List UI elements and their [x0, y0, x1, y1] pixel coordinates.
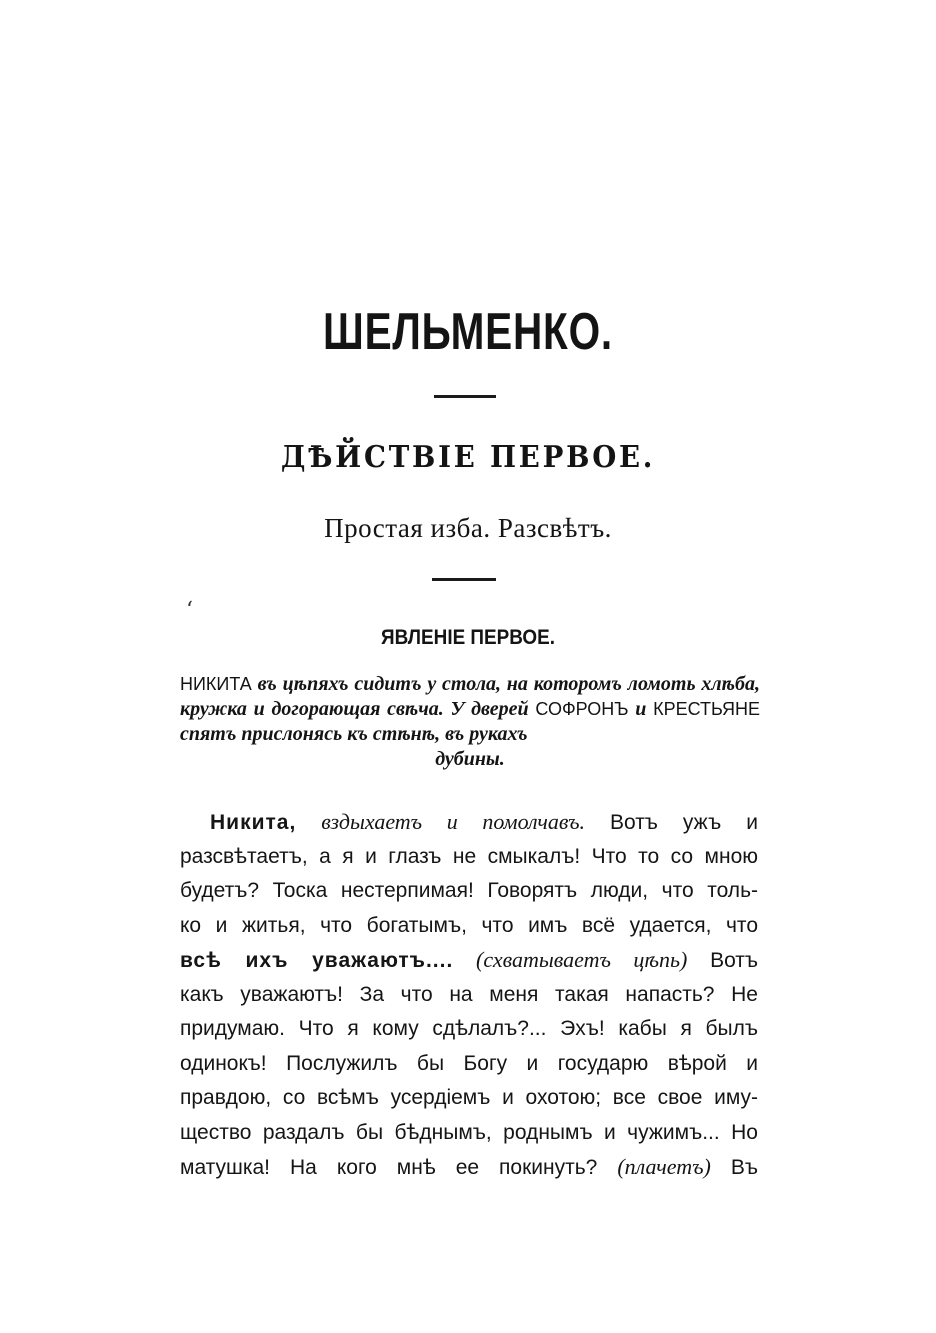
setting-divider: [432, 578, 496, 581]
stage-remark: (схватываетъ цѣпь): [476, 947, 688, 972]
text-line: ко и житья, что богатымъ, что имъ всё удается, что: [180, 913, 758, 937]
stage-direction: [180, 672, 760, 772]
character-name: СОФРОНЪ: [535, 699, 629, 719]
character-name: КРЕСТЬЯНЕ: [653, 699, 761, 719]
speech-text: Вотъ ужъ и: [609, 811, 758, 834]
speech-text: всѣ ихъ уважаютъ....: [180, 949, 454, 972]
dialogue-block: [180, 805, 758, 1185]
page-title: ШЕЛЬМЕНКО.: [323, 303, 613, 361]
stage-remark: вздыхаетъ и помолчавъ.: [321, 809, 585, 834]
stage-text: спятъ прислонясь къ стѣнѣ, въ рукахъ: [180, 723, 528, 745]
text-line: какъ уважаютъ! За что на меня такая напасть? Не: [180, 982, 758, 1006]
text-line: [180, 943, 758, 978]
text-line: будетъ? Тоска нестерпимая! Говорятъ люди, что толь-: [180, 879, 758, 902]
title-divider: [434, 395, 496, 398]
text-line: правдою, со всѣмъ усердіемъ и охотою; все свое иму-: [180, 1086, 758, 1109]
speaker-name: Никита,: [210, 811, 297, 834]
act-heading: ДѢЙСТВІЕ ПЕРВОЕ.: [280, 440, 656, 475]
text-line: [180, 805, 758, 840]
setting-line: Простая изба. Разсвѣтъ.: [324, 513, 612, 543]
stage-remark: (плачетъ): [617, 1154, 711, 1179]
stage-text: дубины.: [435, 748, 505, 770]
stage-text: въ цѣпяхъ сидитъ у стола, на которомъ ломоть: [257, 673, 696, 695]
scene-heading: ЯВЛЕНІЕ ПЕРВОЕ.: [381, 626, 555, 649]
text-line: придумаю. Что я кому сдѣлалъ?... Эхъ! кабы я былъ: [180, 1017, 758, 1040]
speech-text: Вотъ: [710, 949, 759, 972]
stage-text: хлѣба, кружка и догорающая свѣча. У дверей: [180, 673, 761, 720]
print-speck: ʻ: [186, 598, 193, 623]
text-line: [180, 1150, 758, 1185]
text-line: разсвѣтаетъ, а я и глазъ не смыкалъ! Что то со мною: [180, 844, 758, 868]
stage-text: и: [635, 698, 647, 720]
text-line: одинокъ! Послужилъ бы Богу и государю вѣрой и: [180, 1051, 758, 1075]
text-line: щество раздалъ бы бѣднымъ, роднымъ и чужимъ... Но: [180, 1120, 758, 1144]
speech-text: матушка! На кого мнѣ ее покинуть?: [180, 1156, 598, 1179]
character-name: НИКИТА: [180, 674, 252, 694]
speech-text: Въ: [730, 1156, 758, 1179]
